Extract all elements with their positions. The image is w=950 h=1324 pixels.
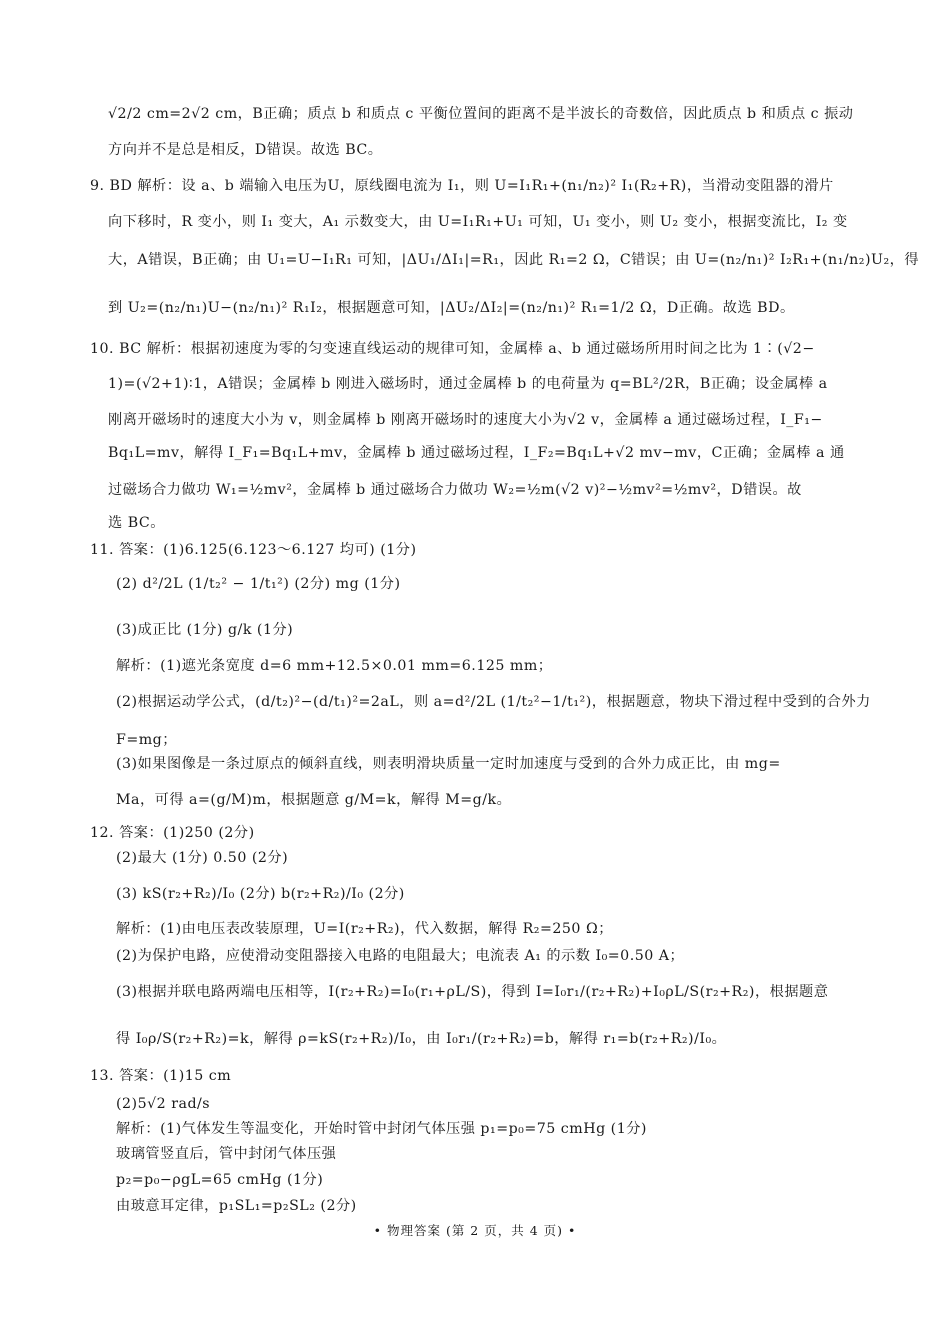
text-line-31: 玻璃管竖直后，管中封闭气体压强 — [116, 1146, 337, 1162]
text-line-29: (2)5√2 rad/s — [116, 1096, 211, 1112]
text-line-15: (3)成正比 (1分) g/k (1分) — [116, 622, 294, 638]
text-line-32: p₂=p₀−ρgL=65 cmHg (1分) — [116, 1172, 324, 1188]
text-line-24: 解析：(1)由电压表改装原理，U=I(r₂+R₂)，代入数据，解得 R₂=250 Ω； — [116, 921, 613, 937]
text-line-4: 向下移时，R 变小，则 I₁ 变大，A₁ 示数变大，由 U=I₁R₁+U₁ 可知，U₁ 变小，则 U₂ 变小，根据变流比，I₂ 变 — [108, 214, 848, 230]
text-line-33: 由玻意耳定律，p₁SL₁=p₂SL₂ (2分) — [116, 1198, 357, 1214]
text-line-17: (2)根据运动学公式，(d/t₂)²−(d/t₁)²=2aL，则 a=d²/2L (1/t₂²−1/t₁²)，根据题意，物块下滑过程中受到的合外力 — [116, 694, 871, 710]
text-line-7: 10. BC 解析：根据初速度为零的匀变速直线运动的规律可知，金属棒 a、b 通过磁场所用时间之比为 1∶(√2− — [90, 341, 815, 357]
text-line-1: √2/2 cm=2√2 cm，B正确；质点 b 和质点 c 平衡位置间的距离不是半波长的奇数倍，因此质点 b 和质点 c 振动 — [108, 106, 854, 122]
text-line-3: 9. BD 解析：设 a、b 端输入电压为U，原线圈电流为 I₁，则 U=I₁R₁+(n₁/n₂)² I₁(R₂+R)，当滑动变阻器的滑片 — [90, 178, 834, 194]
page-footer: • 物理答案 (第 2 页，共 4 页) • — [373, 1223, 577, 1238]
text-line-28: 13. 答案：(1)15 cm — [90, 1068, 232, 1084]
text-line-14: (2) d²/2L (1/t₂² − 1/t₁²) (2分) mg (1分) — [116, 576, 401, 592]
text-line-9: 刚离开磁场时的速度大小为 v，则金属棒 b 刚离开磁场时的速度大小为√2 v，金属棒 a 通过磁场过程，I_F₁− — [108, 412, 823, 428]
text-line-19: (3)如果图像是一条过原点的倾斜直线，则表明滑块质量一定时加速度与受到的合外力成正比，由 mg= — [116, 756, 781, 772]
text-line-20: Ma，可得 a=(g/M)m，根据题意 g/M=k，解得 M=g/k。 — [116, 792, 512, 808]
text-line-25: (2)为保护电路，应使滑动变阻器接入电路的电阻最大；电流表 A₁ 的示数 I₀=0.50 A； — [116, 948, 685, 964]
text-line-8: 1)=(√2+1)∶1，A错误；金属棒 b 刚进入磁场时，通过金属棒 b 的电荷量为 q=BL²/2R，B正确；设金属棒 a — [108, 376, 828, 392]
text-line-5: 大，A错误，B正确；由 U₁=U−I₁R₁ 可知，|ΔU₁/ΔI₁|=R₁，因此 R₁=2 Ω，C错误；由 U=(n₂/n₁)² I₂R₁+(n₁/n₂)U₂，得 — [108, 252, 920, 268]
text-line-12: 选 BC。 — [108, 515, 165, 531]
text-line-23: (3) kS(r₂+R₂)/I₀ (2分) b(r₂+R₂)/I₀ (2分) — [116, 886, 405, 902]
text-line-16: 解析：(1)遮光条宽度 d=6 mm+12.5×0.01 mm=6.125 mm； — [116, 658, 553, 674]
text-line-6: 到 U₂=(n₂/n₁)U−(n₂/n₁)² R₁I₂，根据题意可知，|ΔU₂/ΔI₂|=(n₂/n₁)² R₁=1/2 Ω，D正确。故选 BD。 — [108, 300, 795, 316]
text-line-26: (3)根据并联电路两端电压相等，I(r₂+R₂)=I₀(r₁+ρL/S)，得到 I=I₀r₁/(r₂+R₂)+I₀ρL/S(r₂+R₂)，根据题意 — [116, 984, 829, 1000]
text-line-27: 得 I₀ρ/S(r₂+R₂)=k，解得 ρ=kS(r₂+R₂)/I₀，由 I₀r₁/(r₂+R₂)=b，解得 r₁=b(r₂+R₂)/I₀。 — [116, 1031, 727, 1047]
text-line-11: 过磁场合力做功 W₁=½mv²，金属棒 b 通过磁场合力做功 W₂=½m(√2 v)²−½mv²=½mv²，D错误。故 — [108, 482, 802, 498]
text-line-21: 12. 答案：(1)250 (2分) — [90, 825, 255, 841]
text-line-30: 解析：(1)气体发生等温变化，开始时管中封闭气体压强 p₁=p₀=75 cmHg (1分) — [116, 1121, 647, 1137]
text-line-10: Bq₁L=mv，解得 I_F₁=Bq₁L+mv，金属棒 b 通过磁场过程，I_F₂=Bq₁L+√2 mv−mv，C正确；金属棒 a 通 — [108, 445, 845, 461]
text-line-18: F=mg； — [116, 732, 177, 748]
text-line-22: (2)最大 (1分) 0.50 (2分) — [116, 850, 289, 866]
text-line-13: 11. 答案：(1)6.125(6.123～6.127 均可) (1分) — [90, 542, 417, 558]
text-line-2: 方向并不是总是相反，D错误。故选 BC。 — [108, 142, 383, 158]
